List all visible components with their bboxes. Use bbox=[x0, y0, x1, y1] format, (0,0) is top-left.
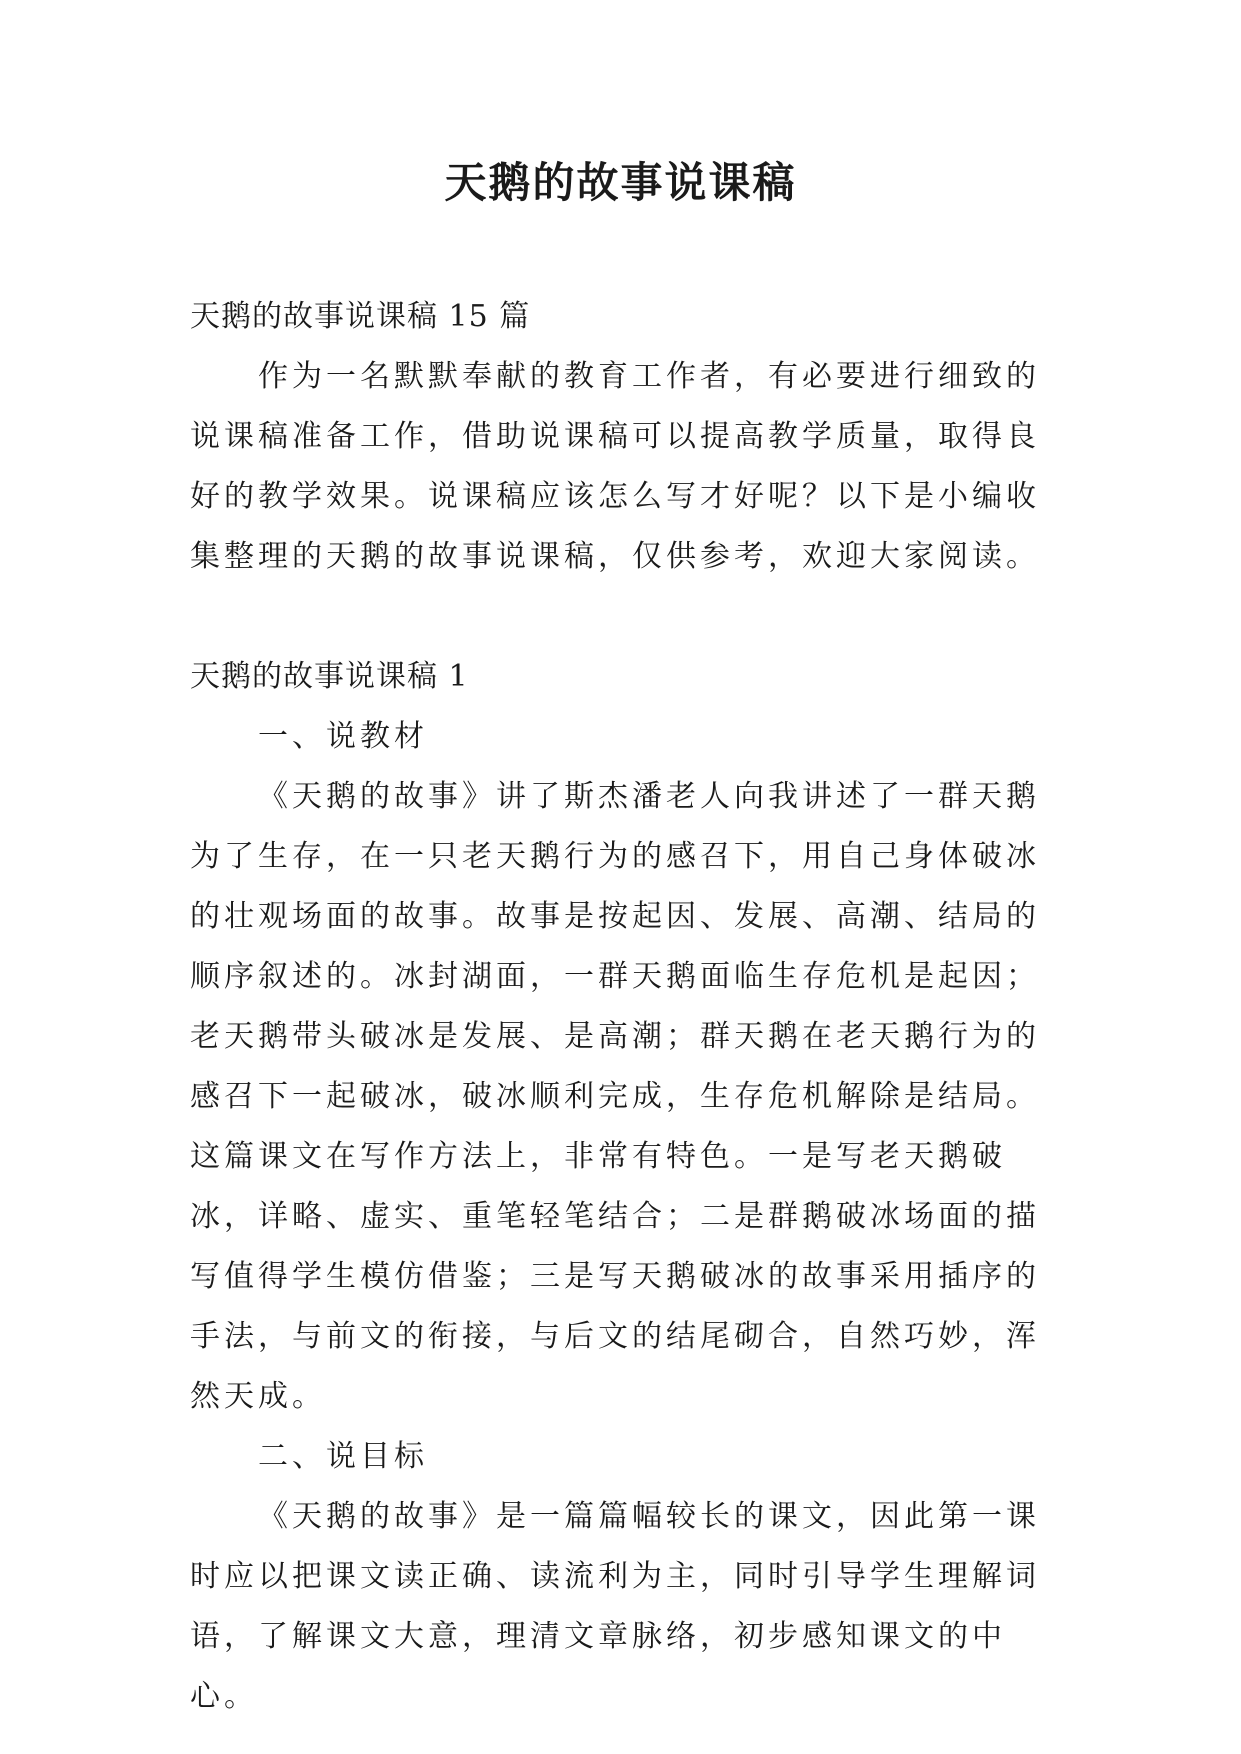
document-body bbox=[190, 287, 1050, 1727]
part1-paragraph: 《天鹅的故事》讲了斯杰潘老人向我讲述了一群天鹅为了生存，在一只老天鹅行为的感召下，用自己身体破冰的壮观场面的故事。故事是按起因、发展、高潮、结局的顺序叙述的。冰封湖面，一群天鹅面临生存危机是起因；老天鹅带头破冰是发展、是高潮；群天鹅在老天鹅行为的感召下一起破冰，破冰顺利完成，生存危机解除是结局。这篇课文在写作方法上，非常有特色。一是写老天鹅破冰，详略、虚实、重笔轻笔结合；二是群鹅破冰场面的描写值得学生模仿借鉴；三是写天鹅破冰的故事采用插序的手法，与前文的衔接，与后文的结尾砌合，自然巧妙，浑然天成。 bbox=[190, 779, 1040, 1414]
part1-heading: 一、说教材 bbox=[258, 719, 428, 754]
section-title: 天鹅的故事说课稿 1 bbox=[190, 659, 469, 694]
document-subtitle: 天鹅的故事说课稿 15 篇 bbox=[190, 299, 531, 334]
intro-paragraph: 作为一名默默奉献的教育工作者，有必要进行细致的说课稿准备工作，借助说课稿可以提高教学质量，取得良好的教学效果。说课稿应该怎么写才好呢？以下是小编收集整理的天鹅的故事说课稿，仅供参考，欢迎大家阅读。 bbox=[190, 359, 1040, 574]
part2-paragraph: 《天鹅的故事》是一篇篇幅较长的课文，因此第一课时应以把课文读正确、读流利为主，同时引导学生理解词语，了解课文大意，理清文章脉络，初步感知课文的中心。 bbox=[190, 1499, 1040, 1714]
document-title: 天鹅的故事说课稿 bbox=[444, 158, 797, 207]
part2-heading: 二、说目标 bbox=[258, 1439, 428, 1474]
